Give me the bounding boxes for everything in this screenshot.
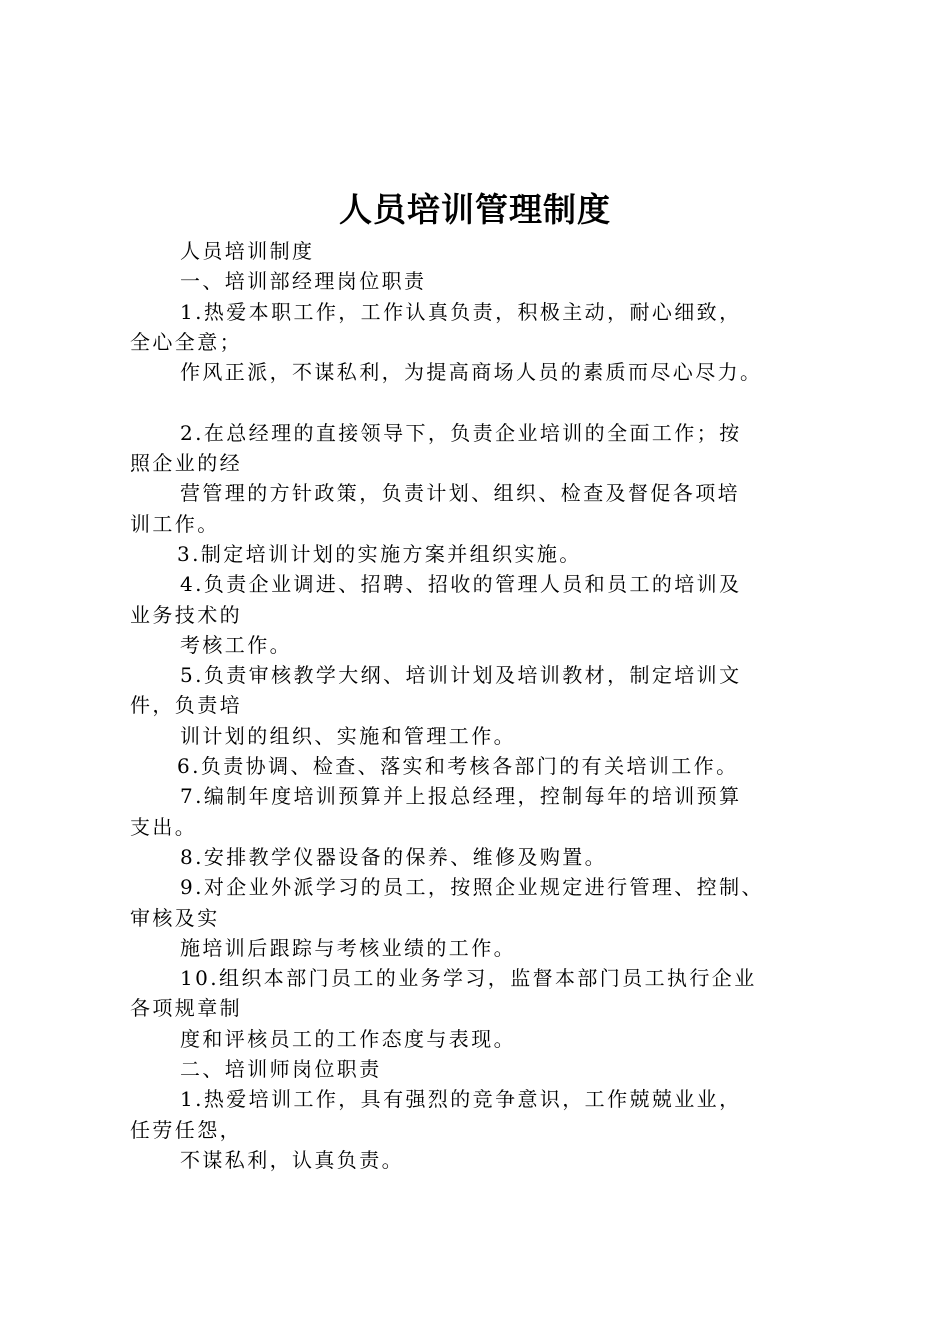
paragraph-line: 各项规章制 bbox=[130, 996, 242, 1021]
paragraph-line: 1.热爱本职工作，工作认真负责，积极主动，耐心细致， bbox=[180, 299, 742, 324]
paragraph-line: 5.负责审核教学大纲、培训计划及培训教材，制定培训文 bbox=[180, 663, 742, 688]
paragraph-line: 10.组织本部门员工的业务学习，监督本部门员工执行企业 bbox=[180, 966, 757, 991]
paragraph-line: 6.负责协调、检查、落实和考核各部门的有关培训工作。 bbox=[177, 754, 739, 779]
paragraph-line: 不谋私利，认真负责。 bbox=[180, 1147, 404, 1172]
paragraph-line: 支出。 bbox=[130, 814, 198, 839]
document-body bbox=[130, 236, 860, 1175]
paragraph-line: 件，负责培 bbox=[130, 693, 242, 718]
paragraph-line: 全心全意； bbox=[130, 329, 242, 354]
paragraph-line: 业务技术的 bbox=[130, 602, 242, 627]
paragraph-line: 1.热爱培训工作，具有强烈的竞争意识，工作兢兢业业， bbox=[180, 1087, 742, 1112]
document-title: 人员培训管理制度 bbox=[339, 190, 611, 229]
paragraph-line: 8.安排教学仪器设备的保养、维修及购置。 bbox=[180, 844, 608, 869]
blank-line bbox=[130, 387, 860, 417]
paragraph-line: 9.对企业外派学习的员工，按照企业规定进行管理、控制、 bbox=[180, 875, 764, 900]
paragraph-line: 3.制定培训计划的实施方案并组织实施。 bbox=[177, 541, 582, 566]
paragraph-line: 4.负责企业调进、招聘、招收的管理人员和员工的培训及 bbox=[180, 572, 742, 597]
paragraph-line: 考核工作。 bbox=[180, 632, 292, 657]
paragraph-line: 审核及实 bbox=[130, 905, 220, 930]
paragraph-line: 作风正派，不谋私利，为提高商场人员的素质而尽心尽力。 bbox=[180, 360, 763, 385]
paragraph-line: 训计划的组织、实施和管理工作。 bbox=[180, 723, 516, 748]
paragraph-line: 营管理的方针政策，负责计划、组织、检查及督促各项培 bbox=[180, 481, 740, 506]
section-heading: 人员培训制度 bbox=[180, 239, 315, 263]
paragraph-line: 任劳任怨， bbox=[130, 1117, 242, 1142]
paragraph-line: 2.在总经理的直接领导下，负责企业培训的全面工作；按 bbox=[180, 420, 742, 445]
paragraph-line: 度和评核员工的工作态度与表现。 bbox=[180, 1026, 516, 1051]
section-heading: 一、培训部经理岗位职责 bbox=[180, 269, 427, 294]
paragraph-line: 训工作。 bbox=[130, 511, 220, 536]
paragraph-line: 照企业的经 bbox=[130, 451, 242, 476]
paragraph-line: 7.编制年度培训预算并上报总经理，控制每年的培训预算 bbox=[180, 784, 742, 809]
section-heading: 二、培训师岗位职责 bbox=[180, 1057, 382, 1082]
paragraph-line: 施培训后跟踪与考核业绩的工作。 bbox=[180, 935, 516, 960]
